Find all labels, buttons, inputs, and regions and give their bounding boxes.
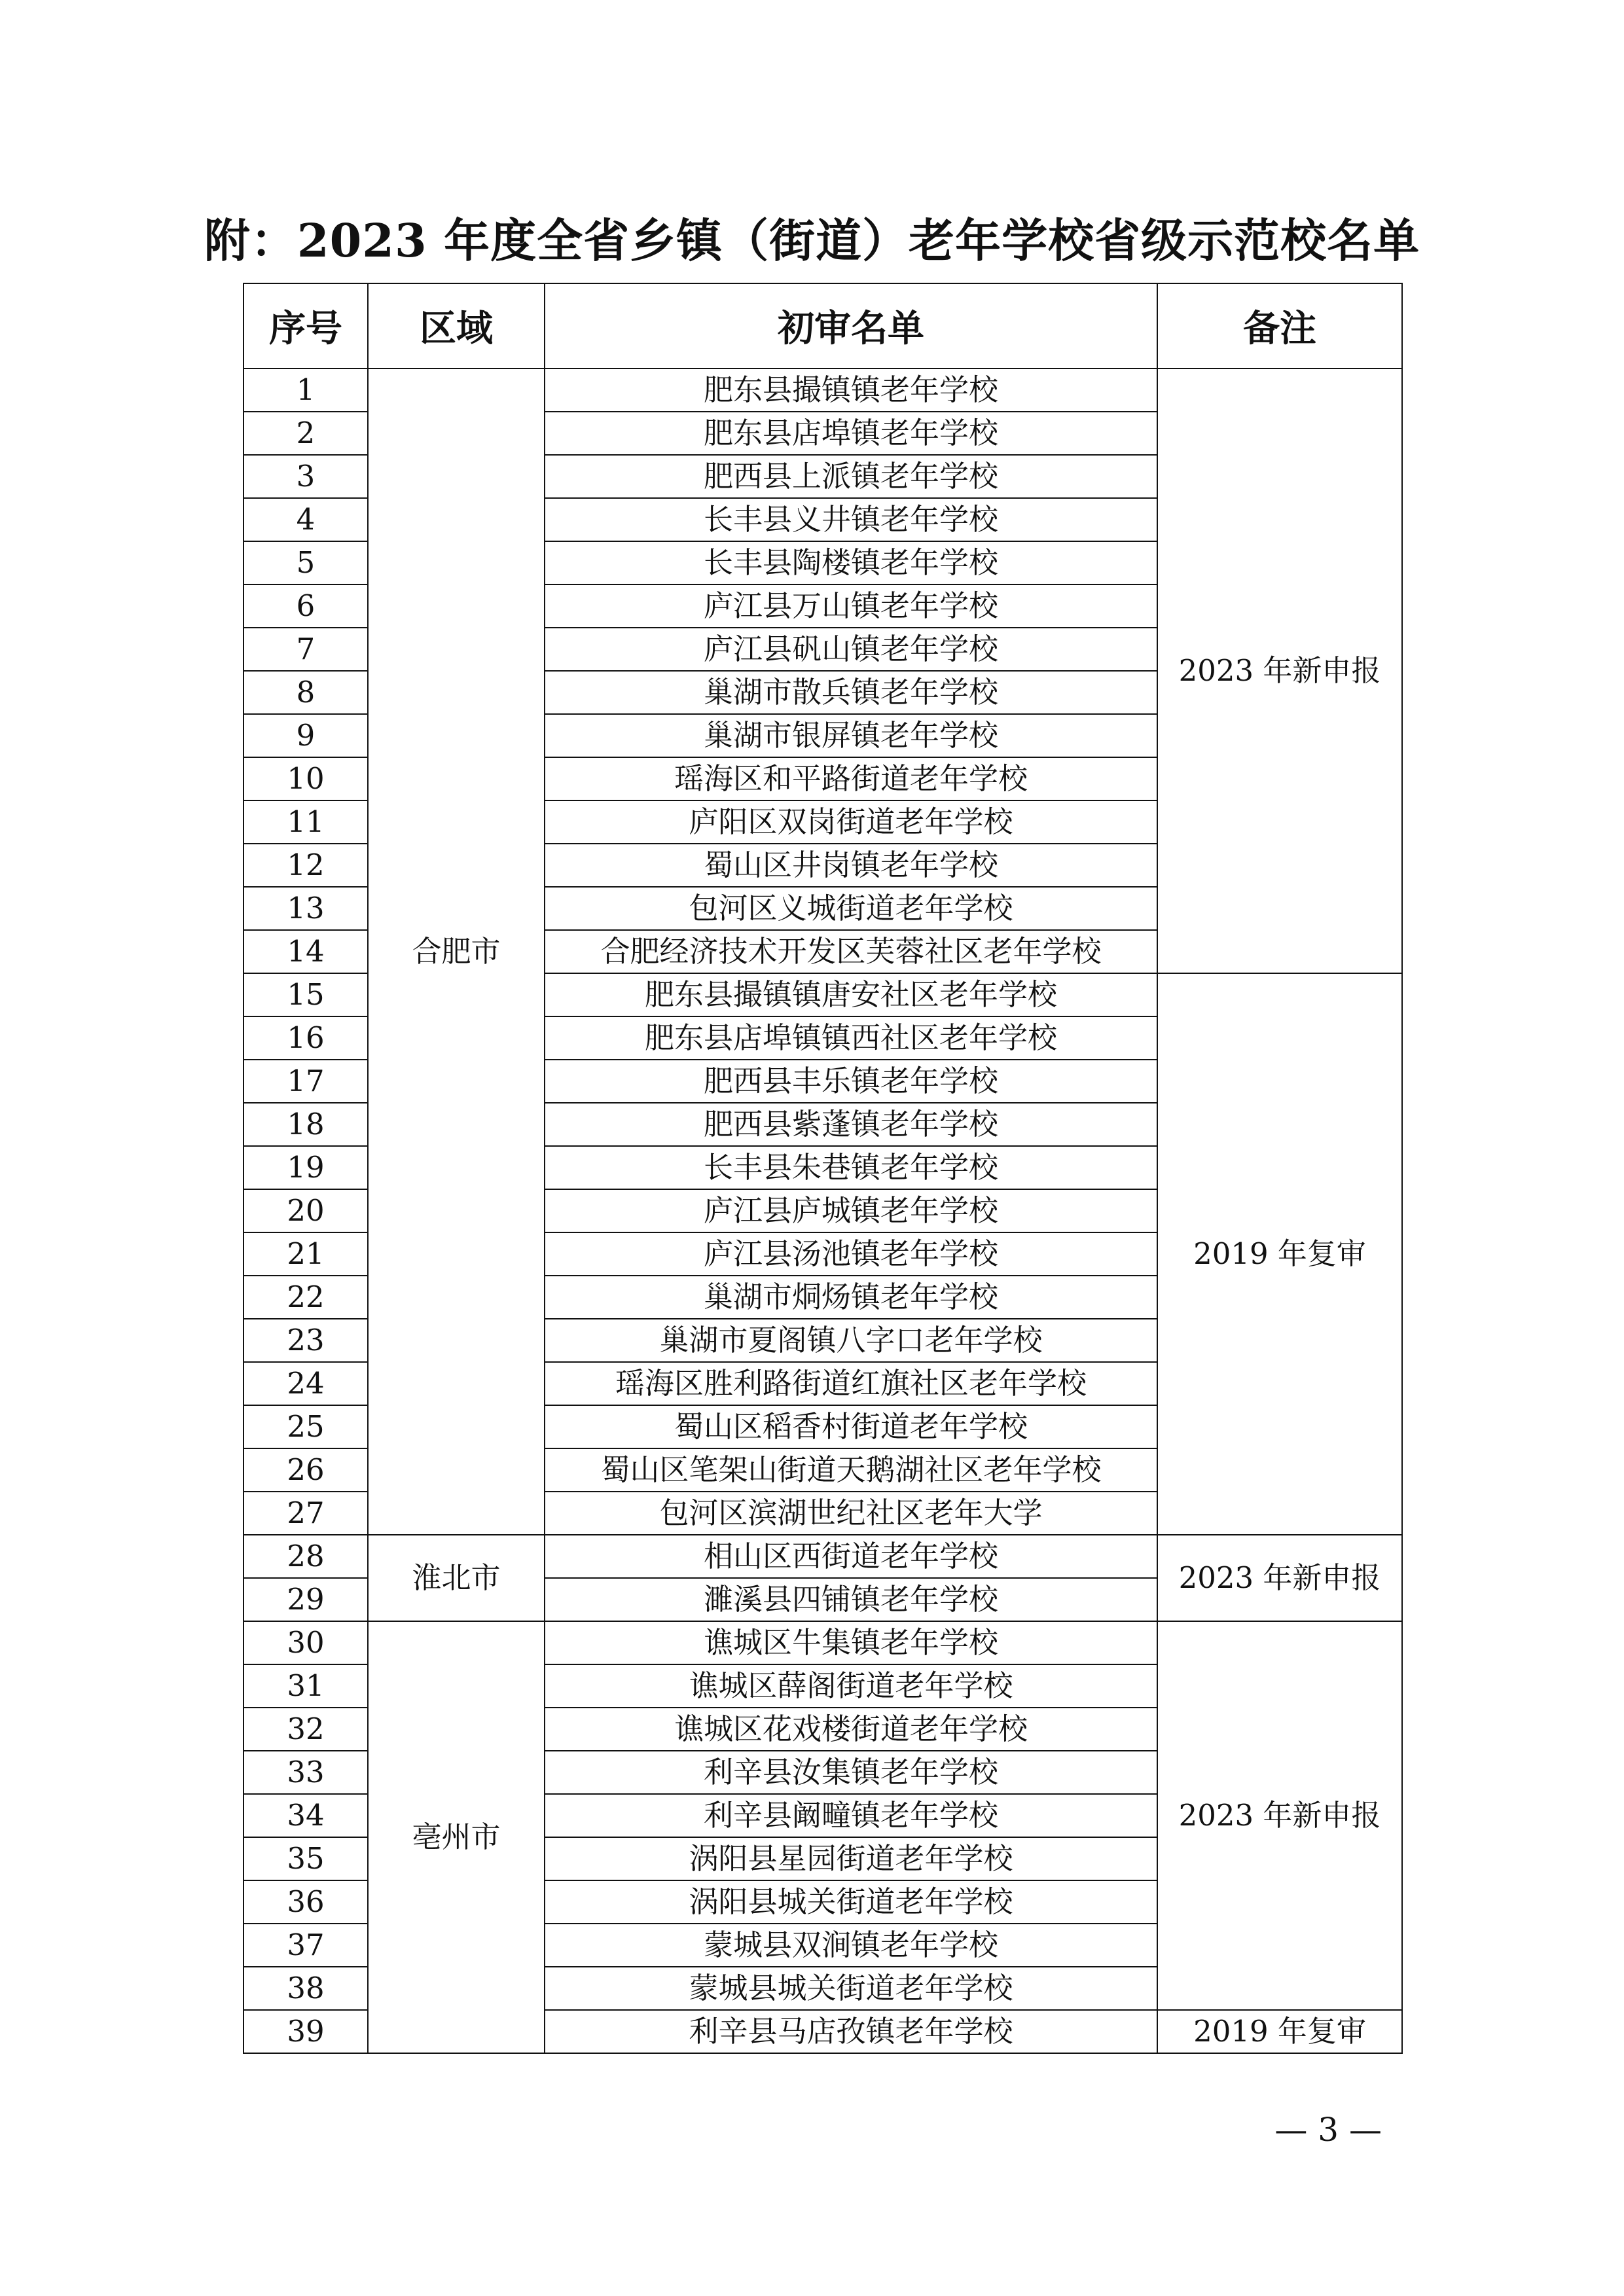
- row-number: 28: [244, 1535, 368, 1578]
- school-name: 庐阳区双岗街道老年学校: [545, 800, 1157, 844]
- school-name: 庐江县矾山镇老年学校: [545, 628, 1157, 671]
- school-name: 蒙城县城关街道老年学校: [545, 1967, 1157, 2010]
- school-name: 利辛县汝集镇老年学校: [545, 1751, 1157, 1794]
- row-number: 35: [244, 1837, 368, 1880]
- school-name: 长丰县义井镇老年学校: [545, 498, 1157, 541]
- school-name: 肥东县撮镇镇唐安社区老年学校: [545, 973, 1157, 1016]
- school-name: 涡阳县城关街道老年学校: [545, 1880, 1157, 1924]
- row-number: 32: [244, 1708, 368, 1751]
- school-name: 濉溪县四铺镇老年学校: [545, 1578, 1157, 1621]
- school-name: 蜀山区井岗镇老年学校: [545, 844, 1157, 887]
- school-name: 巢湖市散兵镇老年学校: [545, 671, 1157, 714]
- school-name: 蜀山区笔架山街道天鹅湖社区老年学校: [545, 1448, 1157, 1492]
- note-cell: 2019 年复审: [1157, 2010, 1402, 2053]
- row-number: 25: [244, 1405, 368, 1448]
- note-cell: 2023 年新申报: [1157, 1535, 1402, 1621]
- row-number: 29: [244, 1578, 368, 1621]
- school-name: 肥西县丰乐镇老年学校: [545, 1060, 1157, 1103]
- note-cell: 2019 年复审: [1157, 973, 1402, 1535]
- row-number: 13: [244, 887, 368, 930]
- document-title: 附：2023 年度全省乡镇（街道）老年学校省级示范校名单: [204, 213, 1420, 268]
- school-name: 包河区义城街道老年学校: [545, 887, 1157, 930]
- row-number: 17: [244, 1060, 368, 1103]
- page-number: — 3 —: [1274, 2111, 1382, 2149]
- row-number: 23: [244, 1319, 368, 1362]
- school-name: 利辛县马店孜镇老年学校: [545, 2010, 1157, 2053]
- school-name: 相山区西街道老年学校: [545, 1535, 1157, 1578]
- school-name: 瑶海区和平路街道老年学校: [545, 757, 1157, 800]
- school-name: 庐江县庐城镇老年学校: [545, 1189, 1157, 1232]
- row-number: 22: [244, 1276, 368, 1319]
- row-number: 38: [244, 1967, 368, 2010]
- row-number: 20: [244, 1189, 368, 1232]
- school-name: 长丰县陶楼镇老年学校: [545, 541, 1157, 584]
- header-no: 序号: [244, 283, 368, 368]
- row-number: 10: [244, 757, 368, 800]
- row-number: 24: [244, 1362, 368, 1405]
- row-number: 2: [244, 412, 368, 455]
- row-number: 34: [244, 1794, 368, 1837]
- table-header-row: [244, 283, 1402, 368]
- school-name: 谯城区花戏楼街道老年学校: [545, 1708, 1157, 1751]
- region-cell: 合肥市: [368, 368, 545, 1535]
- school-name: 瑶海区胜利路街道红旗社区老年学校: [545, 1362, 1157, 1405]
- row-number: 18: [244, 1103, 368, 1146]
- row-number: 26: [244, 1448, 368, 1492]
- note-cell: 2023 年新申报: [1157, 368, 1402, 973]
- school-name: 涡阳县星园街道老年学校: [545, 1837, 1157, 1880]
- row-number: 21: [244, 1232, 368, 1276]
- row-number: 1: [244, 368, 368, 412]
- school-name: 谯城区薛阁街道老年学校: [545, 1664, 1157, 1708]
- row-number: 30: [244, 1621, 368, 1664]
- region-cell: 亳州市: [368, 1621, 545, 2053]
- row-number: 15: [244, 973, 368, 1016]
- row-number: 14: [244, 930, 368, 973]
- row-number: 9: [244, 714, 368, 757]
- row-number: 19: [244, 1146, 368, 1189]
- row-number: 33: [244, 1751, 368, 1794]
- table-row: [244, 1621, 1402, 1664]
- school-name: 巢湖市银屏镇老年学校: [545, 714, 1157, 757]
- school-name: 肥西县上派镇老年学校: [545, 455, 1157, 498]
- row-number: 12: [244, 844, 368, 887]
- row-number: 37: [244, 1924, 368, 1967]
- school-name: 蜀山区稻香村街道老年学校: [545, 1405, 1157, 1448]
- row-number: 3: [244, 455, 368, 498]
- header-note: 备注: [1157, 283, 1402, 368]
- table-body: [244, 368, 1402, 2053]
- school-list-table: [243, 283, 1403, 2054]
- school-name: 肥东县店埠镇镇西社区老年学校: [545, 1016, 1157, 1060]
- school-name: 谯城区牛集镇老年学校: [545, 1621, 1157, 1664]
- school-name: 肥东县撮镇镇老年学校: [545, 368, 1157, 412]
- header-region: 区域: [368, 283, 545, 368]
- row-number: 4: [244, 498, 368, 541]
- row-number: 5: [244, 541, 368, 584]
- table-row: [244, 1535, 1402, 1578]
- school-name: 庐江县汤池镇老年学校: [545, 1232, 1157, 1276]
- row-number: 31: [244, 1664, 368, 1708]
- school-name: 肥东县店埠镇老年学校: [545, 412, 1157, 455]
- row-number: 36: [244, 1880, 368, 1924]
- row-number: 39: [244, 2010, 368, 2053]
- header-name: 初审名单: [545, 283, 1157, 368]
- school-name: 合肥经济技术开发区芙蓉社区老年学校: [545, 930, 1157, 973]
- school-name: 包河区滨湖世纪社区老年大学: [545, 1492, 1157, 1535]
- note-cell: 2023 年新申报: [1157, 1621, 1402, 2010]
- row-number: 11: [244, 800, 368, 844]
- row-number: 8: [244, 671, 368, 714]
- school-name: 庐江县万山镇老年学校: [545, 584, 1157, 628]
- school-name: 肥西县紫蓬镇老年学校: [545, 1103, 1157, 1146]
- school-name: 蒙城县双涧镇老年学校: [545, 1924, 1157, 1967]
- row-number: 6: [244, 584, 368, 628]
- school-name: 利辛县阚疃镇老年学校: [545, 1794, 1157, 1837]
- row-number: 7: [244, 628, 368, 671]
- region-cell: 淮北市: [368, 1535, 545, 1621]
- table-row: [244, 368, 1402, 412]
- school-name: 长丰县朱巷镇老年学校: [545, 1146, 1157, 1189]
- row-number: 16: [244, 1016, 368, 1060]
- school-name: 巢湖市夏阁镇八字口老年学校: [545, 1319, 1157, 1362]
- row-number: 27: [244, 1492, 368, 1535]
- school-name: 巢湖市烔炀镇老年学校: [545, 1276, 1157, 1319]
